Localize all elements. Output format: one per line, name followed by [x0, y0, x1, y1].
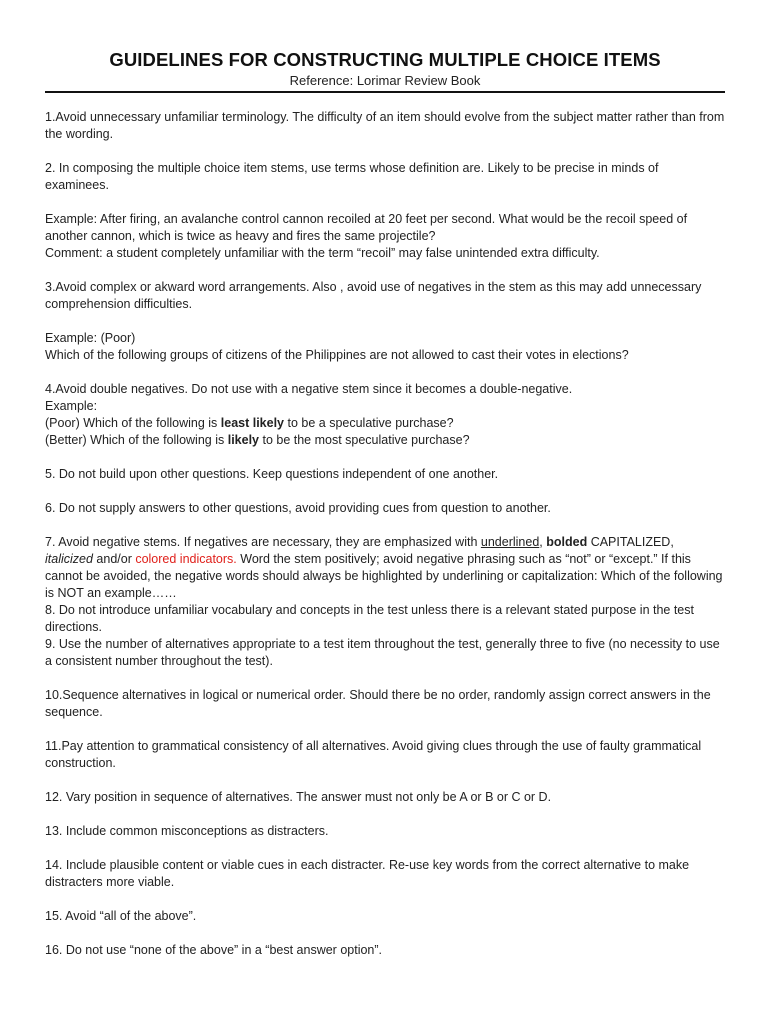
guideline-7-andor: and/or	[92, 552, 136, 566]
guideline-3-example-text: Which of the following groups of citizens of the Philippines are not allowed to cast their votes in elections?	[45, 348, 629, 362]
guideline-4-poor-example	[45, 415, 725, 432]
guideline-6: 6. Do not supply answers to other questions, avoid providing cues from question to another.	[45, 501, 551, 515]
poor-example-prefix: (Poor) Which of the following is	[45, 416, 221, 430]
guideline-5: 5. Do not build upon other questions. Keep questions independent of one another.	[45, 467, 499, 481]
guideline-7	[45, 534, 725, 602]
guideline-2: 2. In composing the multiple choice item stems, use terms whose definition are. Likely to be precise in minds of examinees.	[45, 161, 659, 192]
guideline-7-9-block	[45, 534, 725, 670]
poor-example-emphasis: least likely	[220, 416, 285, 430]
bolded-example: bolded	[546, 535, 588, 549]
guideline-8: 8. Do not introduce unfamiliar vocabulary and concepts in the test unless there is a relevant stated purpose in the test directions.	[45, 603, 694, 634]
guideline-16: 16. Do not use “none of the above” in a “best answer option”.	[45, 943, 383, 957]
guideline-3: 3.Avoid complex or akward word arrangements. Also , avoid use of negatives in the stem as this may add unnecessary comprehension difficulties.	[45, 280, 702, 311]
underlined-example: underlined	[480, 535, 540, 549]
guideline-9: 9. Use the number of alternatives appropriate to a test item throughout the test, generally three to five (no necessity to use a consistent number throughout the test).	[45, 637, 720, 668]
title-divider	[45, 91, 725, 93]
guideline-15: 15. Avoid “all of the above”.	[45, 909, 197, 923]
document-title: GUIDELINES FOR CONSTRUCTING MULTIPLE CHOICE ITEMS	[109, 49, 661, 70]
colored-indicators-example: colored indicators.	[135, 552, 237, 566]
guideline-7-prefix: 7. Avoid negative stems. If negatives are necessary, they are emphasized with	[45, 535, 481, 549]
guideline-7-suffix: Word the stem positively; avoid negative phrasing such as “not” or “except.” If this cannot be avoided, the negative words should always be highlighted by underlining or capitalization: Which of the following is NOT an example……	[45, 552, 723, 600]
guideline-12: 12. Vary position in sequence of alternatives. The answer must not only be A or B or C or D.	[45, 790, 552, 804]
guideline-2-comment: Comment: a student completely unfamiliar with the term “recoil” may false unintended extra difficulty.	[45, 246, 600, 260]
guideline-3-example-block	[45, 330, 725, 364]
document-page	[45, 48, 725, 959]
document-reference: Reference: Lorimar Review Book	[289, 73, 481, 88]
capitalized-example: CAPITALIZED,	[590, 535, 674, 549]
poor-example-suffix: to be a speculative purchase?	[284, 416, 454, 430]
guideline-11: 11.Pay attention to grammatical consistency of all alternatives. Avoid giving clues through the use of faulty grammatical construction.	[45, 739, 702, 770]
guideline-4-block	[45, 381, 725, 449]
guideline-13: 13. Include common misconceptions as distracters.	[45, 824, 329, 838]
italicized-example: italicized	[45, 552, 93, 566]
better-example-prefix: (Better) Which of the following is	[45, 433, 228, 447]
guideline-3-example-label: Example: (Poor)	[45, 331, 136, 345]
guideline-4-example-label: Example:	[45, 399, 98, 413]
guideline-7-comma: ,	[539, 535, 547, 549]
guideline-1: 1.Avoid unnecessary unfamiliar terminology. The difficulty of an item should evolve from the subject matter rather than from the wording.	[45, 110, 725, 141]
guideline-2-example: Example: After firing, an avalanche control cannon recoiled at 20 feet per second. What would be the recoil speed of another cannon, which is twice as heavy and fires the same projectile?	[45, 212, 688, 243]
guideline-2-example-block	[45, 211, 725, 262]
guideline-4: 4.Avoid double negatives. Do not use with a negative stem since it becomes a double-negative.	[45, 382, 573, 396]
guideline-4-better-example	[45, 432, 725, 449]
better-example-emphasis: likely	[227, 433, 259, 447]
guideline-14: 14. Include plausible content or viable cues in each distracter. Re-use key words from the correct alternative to make distracters more viable.	[45, 858, 690, 889]
guideline-10: 10.Sequence alternatives in logical or numerical order. Should there be no order, randomly assign correct answers in the sequence.	[45, 688, 711, 719]
better-example-suffix: to be the most speculative purchase?	[259, 433, 470, 447]
